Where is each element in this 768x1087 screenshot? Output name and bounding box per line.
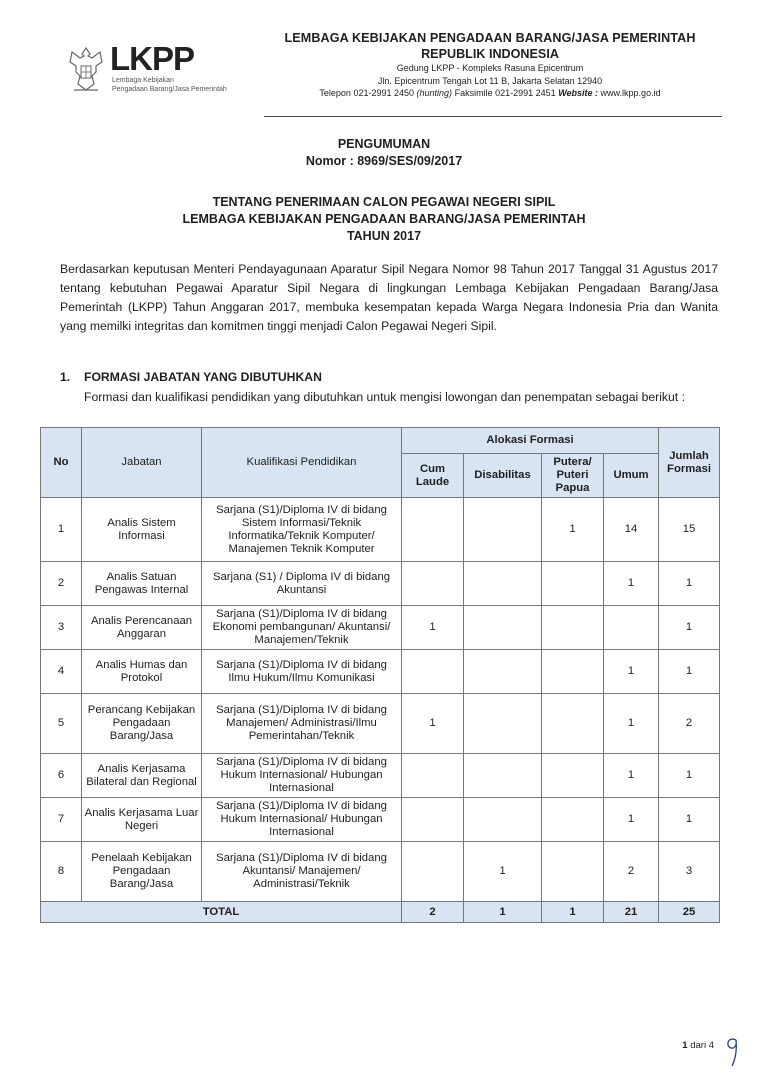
lkpp-logo (66, 42, 256, 102)
section-1-description: Formasi dan kualifikasi pendidikan yang dibutuhkan untuk mengisi lowongan dan penempatan sebagai berikut : (84, 390, 685, 404)
cell-kualifikasi: Sarjana (S1)/Diploma IV di bidang Sistem Informasi/Teknik Informatika/Teknik Komputer/ Manajemen Teknik Komputer (202, 498, 402, 562)
total-label: TOTAL (41, 902, 402, 923)
page-total: dari 4 (690, 1040, 714, 1051)
cell-no: 7 (41, 798, 82, 842)
cell-disabilitas (464, 650, 542, 694)
address-line-1: Gedung LKPP - Kompleks Rasuna Epicentrum (396, 63, 584, 73)
phone-number: 021-2991 2450 (353, 88, 415, 98)
cell-jabatan: Perancang Kebijakan Pengadaan Barang/Jasa (82, 694, 202, 754)
subject-line-1: TENTANG PENERIMAAN CALON PEGAWAI NEGERI SIPIL (212, 195, 556, 209)
cell-disabilitas (464, 606, 542, 650)
cell-jabatan: Analis Perencanaan Anggaran (82, 606, 202, 650)
website-link[interactable]: www.lkpp.go.id (600, 88, 661, 98)
subject-line-2: LEMBAGA KEBIJAKAN PENGADAAN BARANG/JASA PEMERINTAH (182, 212, 586, 226)
announcement-number: Nomor : 8969/SES/09/2017 (305, 154, 463, 168)
cell-jabatan: Penelaah Kebijakan Pengadaan Barang/Jasa (82, 842, 202, 902)
handwritten-mark (722, 1030, 742, 1070)
total-umum: 21 (604, 902, 659, 923)
table-header-row-1 (41, 428, 720, 454)
cell-cum-laude: 1 (402, 694, 464, 754)
section-1-number: 1. (60, 370, 71, 384)
cell-kualifikasi: Sarjana (S1) / Diploma IV di bidang Akuntansi (202, 562, 402, 606)
cell-kualifikasi: Sarjana (S1)/Diploma IV di bidang Ekonomi pembangunan/ Akuntansi/ Manajemen/Teknik (202, 606, 402, 650)
intro-paragraph: Berdasarkan keputusan Menteri Pendayagunaan Aparatur Sipil Negara Nomor 98 Tahun 2017 Tanggal 31 Agustus 2017 tentang kebutuhan Pegawai Aparatur Sipil Negara di lingkungan Lembaga Kebijakan Pengadaan Barang/Jasa Pemerintah (LKPP) Tahun Anggaran 2017, membuka kesempatan kepada Warga Negara Indonesia Pria dan Wanita yang memilki integritas dan komitmen tinggi menjadi Calon Pegawai Negeri Sipil. (60, 262, 718, 333)
cell-disabilitas: 1 (464, 842, 542, 902)
cell-umum: 14 (604, 498, 659, 562)
cell-no: 1 (41, 498, 82, 562)
cell-jabatan: Analis Satuan Pengawas Internal (82, 562, 202, 606)
header-divider (264, 116, 722, 117)
announcement-heading: PENGUMUMAN (337, 137, 431, 151)
section-1-heading: FORMASI JABATAN YANG DIBUTUHKAN (84, 370, 322, 384)
cell-jabatan: Analis Kerjasama Bilateral dan Regional (82, 754, 202, 798)
total-cum-laude: 2 (402, 902, 464, 923)
table-row (41, 694, 720, 754)
page-footer (682, 1040, 714, 1051)
header-kualifikasi: Kualifikasi Pendidikan (202, 428, 402, 498)
logo-sub-line-2: Pengadaan Barang/Jasa Pemerintah (112, 86, 227, 93)
cell-kualifikasi: Sarjana (S1)/Diploma IV di bidang Akuntansi/ Manajemen/ Administrasi/Teknik (202, 842, 402, 902)
table-row (41, 798, 720, 842)
cell-umum: 2 (604, 842, 659, 902)
header-jabatan: Jabatan (82, 428, 202, 498)
cell-papua (542, 650, 604, 694)
cell-jabatan: Analis Sistem Informasi (82, 498, 202, 562)
header-disabilitas: Disabilitas (464, 454, 542, 498)
section-1-title (60, 370, 322, 384)
cell-cum-laude (402, 754, 464, 798)
cell-disabilitas (464, 562, 542, 606)
total-disabilitas: 1 (464, 902, 542, 923)
cell-jumlah: 15 (659, 498, 720, 562)
formation-table (40, 427, 720, 923)
cell-no: 4 (41, 650, 82, 694)
table-row (41, 562, 720, 606)
cell-papua (542, 754, 604, 798)
website-label: Website : (558, 88, 599, 98)
cell-no: 5 (41, 694, 82, 754)
cell-disabilitas (464, 754, 542, 798)
fax-label: Faksimile (454, 88, 493, 98)
table-row (41, 754, 720, 798)
contact-line (255, 87, 725, 100)
cell-no: 6 (41, 754, 82, 798)
cell-jumlah: 1 (659, 798, 720, 842)
org-title: LEMBAGA KEBIJAKAN PENGADAAN BARANG/JASA PEMERINTAH (284, 31, 696, 45)
cell-cum-laude (402, 842, 464, 902)
address-line-2: Jln. Epicentrum Tengah Lot 11 B, Jakarta Selatan 12940 (377, 75, 603, 86)
cell-umum: 1 (604, 650, 659, 694)
cell-jabatan: Analis Kerjasama Luar Negeri (82, 798, 202, 842)
cell-umum (604, 606, 659, 650)
table-row (41, 842, 720, 902)
cell-kualifikasi: Sarjana (S1)/Diploma IV di bidang Manajemen/ Administrasi/Ilmu Pemerintahan/Teknik (202, 694, 402, 754)
table-body (41, 498, 720, 902)
cell-umum: 1 (604, 562, 659, 606)
header-jumlah: Jumlah Formasi (659, 428, 720, 498)
hunting-note: (hunting) (416, 88, 453, 98)
cell-papua (542, 694, 604, 754)
cell-no: 3 (41, 606, 82, 650)
table-total-row (41, 902, 720, 923)
cell-papua (542, 842, 604, 902)
header-no: No (41, 428, 82, 498)
cell-jumlah: 2 (659, 694, 720, 754)
cell-papua (542, 562, 604, 606)
table-row (41, 650, 720, 694)
cell-jumlah: 1 (659, 606, 720, 650)
cell-cum-laude (402, 562, 464, 606)
cell-papua (542, 606, 604, 650)
fax-number: 021-2991 2451 (495, 88, 556, 98)
cell-cum-laude: 1 (402, 606, 464, 650)
cell-kualifikasi: Sarjana (S1)/Diploma IV di bidang Ilmu Hukum/Ilmu Komunikasi (202, 650, 402, 694)
cell-umum: 1 (604, 798, 659, 842)
cell-no: 8 (41, 842, 82, 902)
cell-jumlah: 3 (659, 842, 720, 902)
org-subtitle: REPUBLIK INDONESIA (421, 47, 559, 61)
table-row (41, 606, 720, 650)
cell-umum: 1 (604, 694, 659, 754)
page-number: 1 (682, 1040, 688, 1051)
phone-label: Telepon (319, 88, 351, 98)
header-alokasi: Alokasi Formasi (402, 428, 659, 454)
logo-wordmark: LKPP (110, 40, 195, 77)
cell-umum: 1 (604, 754, 659, 798)
total-jumlah: 25 (659, 902, 720, 923)
cell-papua: 1 (542, 498, 604, 562)
cell-disabilitas (464, 498, 542, 562)
cell-papua (542, 798, 604, 842)
cell-disabilitas (464, 798, 542, 842)
cell-cum-laude (402, 498, 464, 562)
cell-disabilitas (464, 694, 542, 754)
cell-kualifikasi: Sarjana (S1)/Diploma IV di bidang Hukum Internasional/ Hubungan Internasional (202, 798, 402, 842)
cell-no: 2 (41, 562, 82, 606)
handwritten-nine-icon (722, 1030, 742, 1070)
cell-jumlah: 1 (659, 754, 720, 798)
cell-jabatan: Analis Humas dan Protokol (82, 650, 202, 694)
garuda-emblem-icon (66, 44, 106, 96)
total-papua: 1 (542, 902, 604, 923)
letterhead (255, 30, 725, 100)
header-papua: Putera/ Puteri Papua (542, 454, 604, 498)
cell-cum-laude (402, 798, 464, 842)
cell-jumlah: 1 (659, 562, 720, 606)
logo-subtitle (112, 76, 227, 94)
subject-line-3: TAHUN 2017 (346, 229, 422, 243)
cell-jumlah: 1 (659, 650, 720, 694)
cell-cum-laude (402, 650, 464, 694)
table-row (41, 498, 720, 562)
header-cum-laude: Cum Laude (402, 454, 464, 498)
cell-kualifikasi: Sarjana (S1)/Diploma IV di bidang Hukum Internasional/ Hubungan Internasional (202, 754, 402, 798)
header-umum: Umum (604, 454, 659, 498)
logo-sub-line-1: Lembaga Kebijakan (112, 77, 174, 84)
